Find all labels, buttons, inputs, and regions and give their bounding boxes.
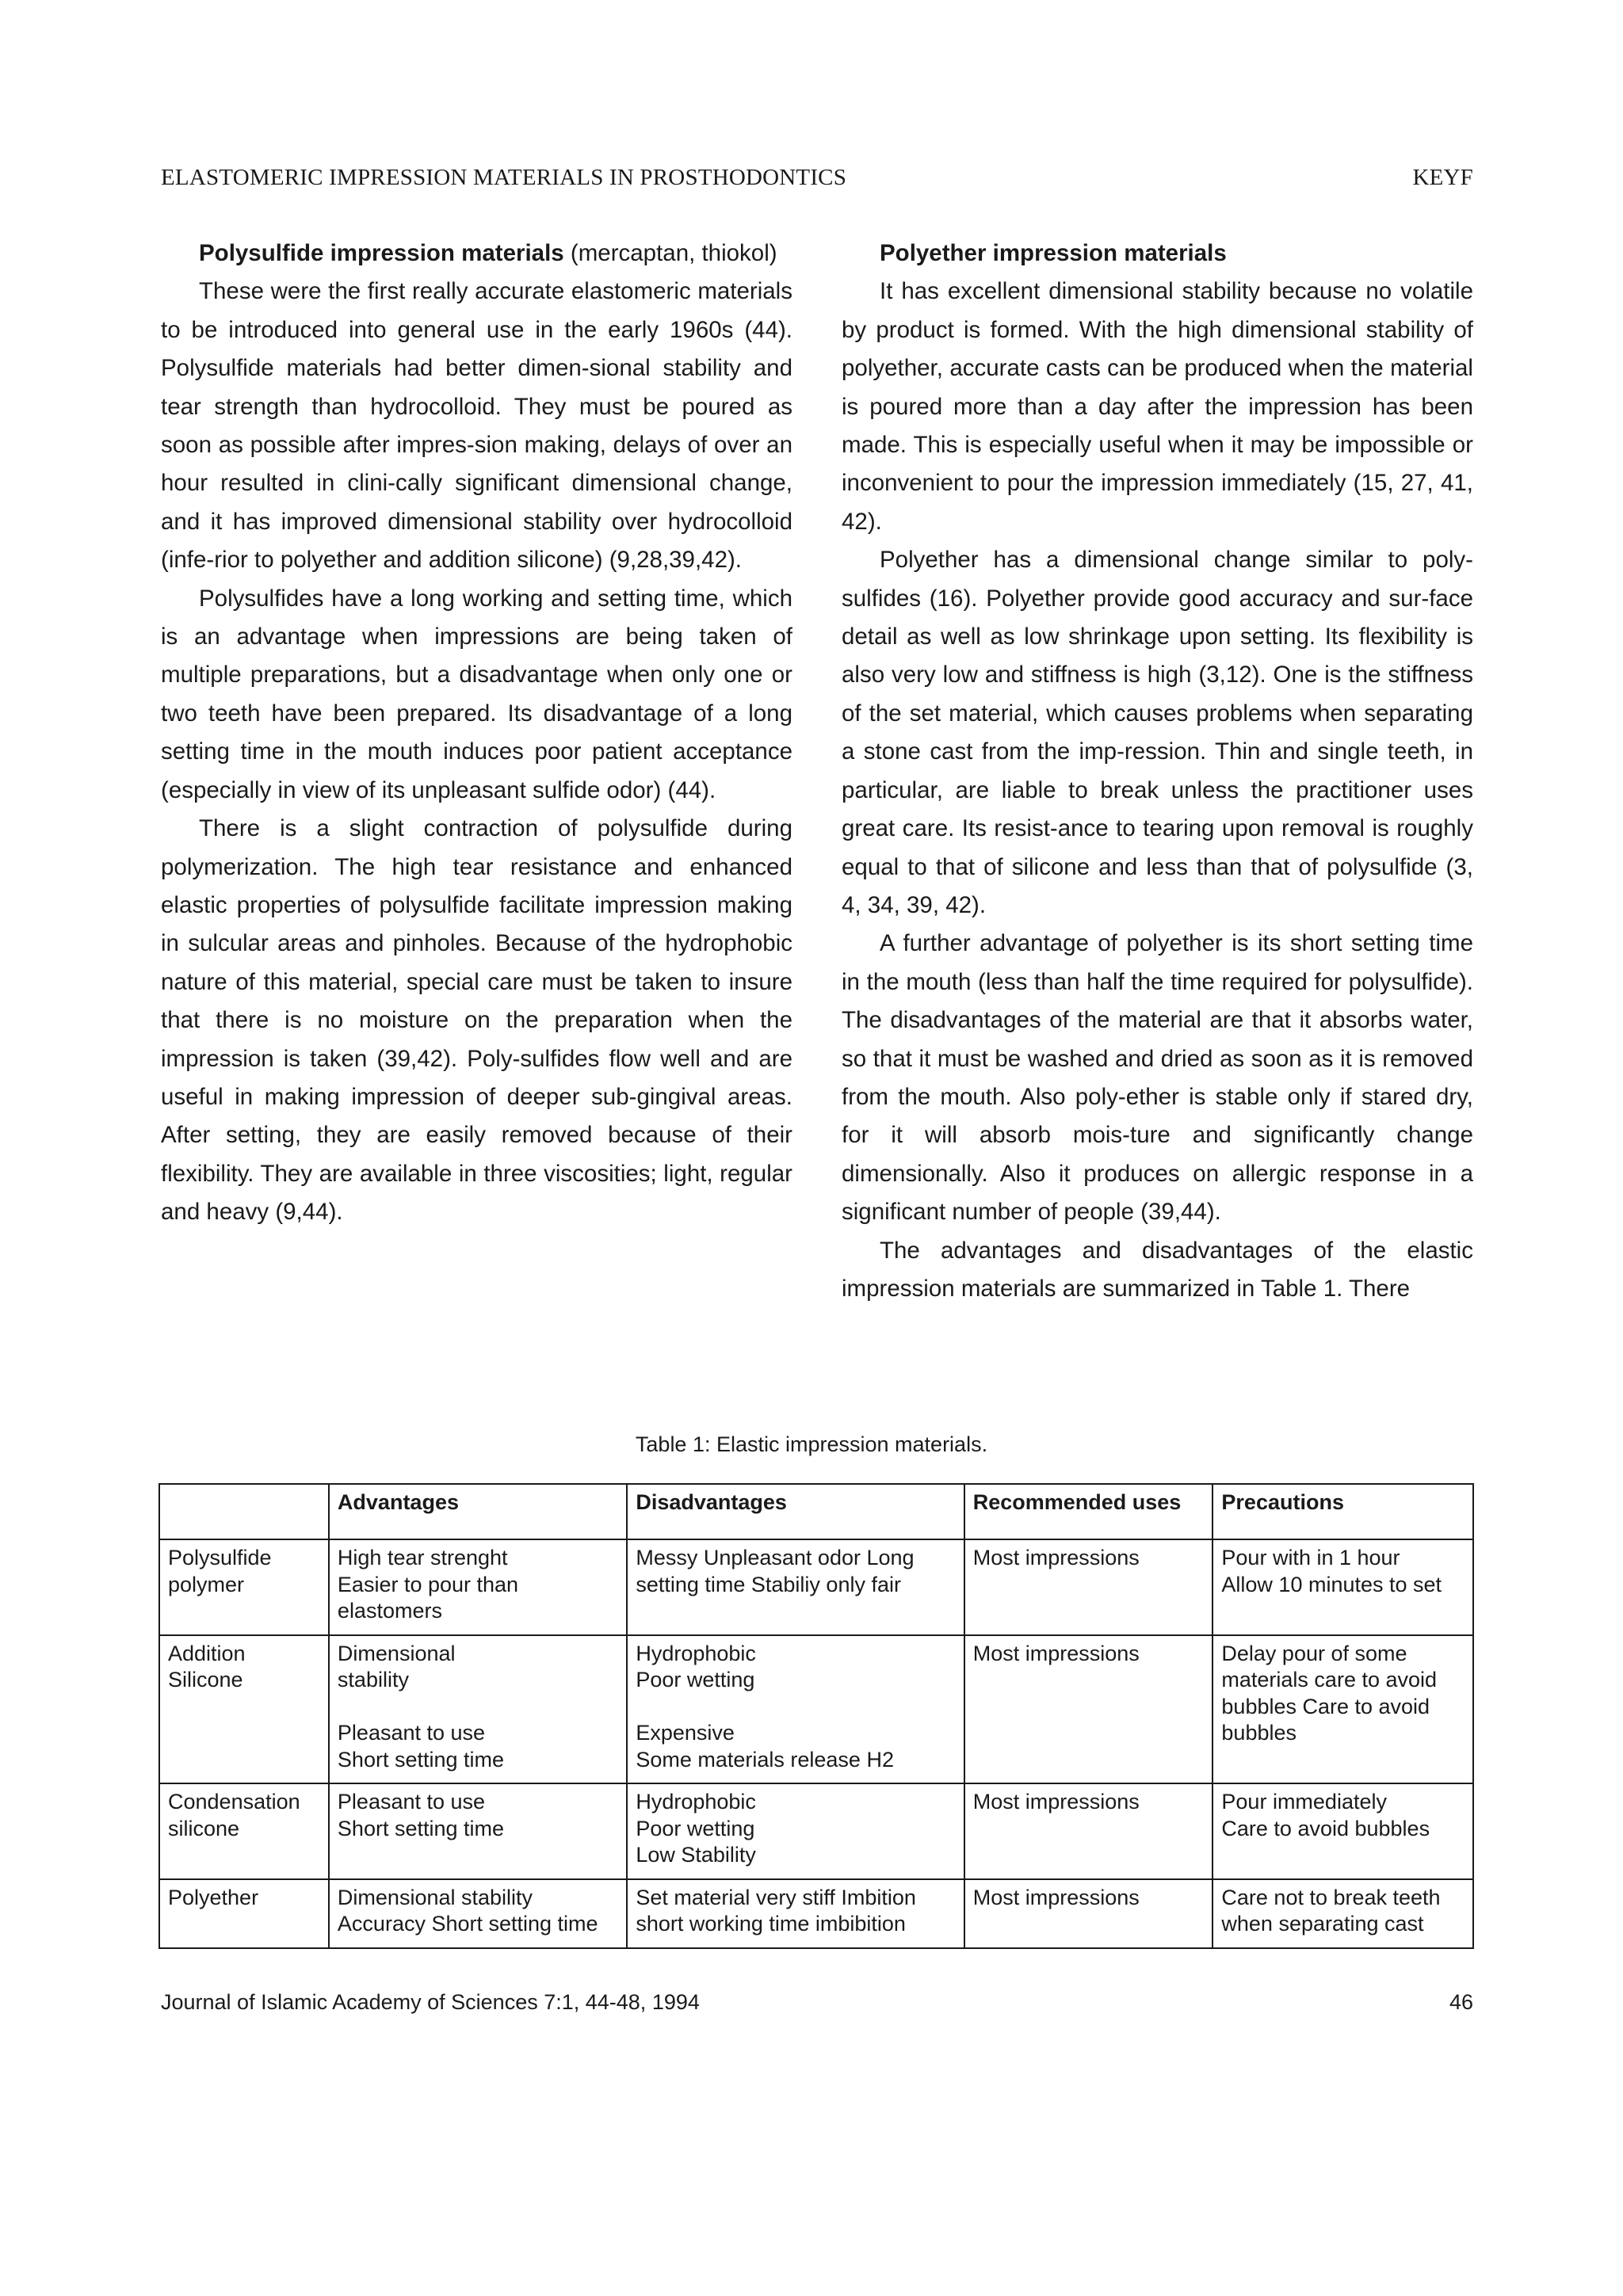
running-head-title: ELASTOMERIC IMPRESSION MATERIALS IN PROSTHODONTICS	[161, 165, 847, 190]
table-header-cell	[159, 1484, 329, 1539]
body-paragraph: The advantages and disadvantages of the elastic impression materials are summarized in Table 1. There	[842, 1237, 1473, 1302]
table-row	[159, 1635, 1473, 1784]
table-cell: Most impressions	[964, 1879, 1213, 1948]
table-header-cell: Precautions	[1212, 1484, 1473, 1539]
polysulfide-heading-suffix: (mercaptan, thiokol)	[563, 240, 777, 266]
table-row	[159, 1539, 1473, 1635]
table-cell: Most impressions	[964, 1783, 1213, 1879]
table-cell: Care not to break teeth when separating cast	[1212, 1879, 1473, 1948]
running-head	[161, 165, 1473, 196]
body-paragraph: Polyether has a dimensional change similar to poly-sulfides (16). Polyether provide good accuracy and sur-face detail as well as low shrinkage upon setting. Its flexibility is also very low and stiffness is high (3,12). One is the stiffness of the set material, which causes problems when separating a stone cast from the imp-ression. Thin and single teeth, in particular, are liable to break unless the practitioner uses great care. Its resist-ance to tearing upon removal is roughly equal to that of silicone and less than that of polysulfide (3, 4, 34, 39, 42).	[842, 547, 1473, 918]
table-cell: Hydrophobic Poor wetting Low Stability	[627, 1783, 964, 1879]
table-caption: Table 1: Elastic impression materials.	[635, 1432, 988, 1456]
table-cell: Dimensional stability Pleasant to use Short setting time	[329, 1635, 627, 1784]
table-header-cell: Recommended uses	[964, 1484, 1213, 1539]
journal-citation: Journal of Islamic Academy of Sciences 7:1, 44-48, 1994	[161, 1990, 700, 2014]
polysulfide-section-heading	[161, 235, 792, 273]
right-column	[842, 235, 1473, 1308]
polysulfide-heading: Polysulfide impression materials	[199, 240, 564, 266]
table-header-cell: Advantages	[329, 1484, 627, 1539]
materials-table	[158, 1483, 1474, 1949]
article-body	[161, 235, 1473, 1387]
page-number: 46	[1449, 1990, 1473, 2014]
table-cell: High tear strenght Easier to pour than elastomers	[329, 1539, 627, 1635]
polyether-heading: Polyether impression materials	[880, 240, 1227, 266]
table-cell: Messy Unpleasant odor Long setting time Stabiliy only fair	[627, 1539, 964, 1635]
body-paragraph: There is a slight contraction of polysulfide during polymerization. The high tear resistance and enhanced elastic properties of polysulfide facilitate impression making in sulcular areas and pinholes. Because of the hydrophobic nature of this material, special care must be taken to insure that there is no moisture on the preparation when the impression is taken (39,42). Poly-sulfides flow well and are useful in making impression of deeper sub-gingival areas. After setting, they are easily removed because of their flexibility. They are available in three viscosities; light, regular and heavy (9,44).	[161, 815, 792, 1226]
body-paragraph: Polysulfides have a long working and setting time, which is an advantage when impressions are being taken of multiple preparations, but a disadvantage when only one or two teeth have been prepared. Its disadvantage of a long setting time in the mouth induces poor patient acceptance (especially in view of its unpleasant sulfide odor) (44).	[161, 585, 792, 803]
body-paragraph: It has excellent dimensional stability because no volatile by product is formed. With the high dimensional stability of polyether, accurate casts can be produced when the material is poured more than a day after the impression has been made. This is especially useful when it may be impossible or inconvenient to pour the impression immediately (15, 27, 41, 42).	[842, 278, 1473, 535]
table-cell: Condensation silicone	[159, 1783, 329, 1879]
table-cell: Polyether	[159, 1879, 329, 1948]
table-header-cell: Disadvantages	[627, 1484, 964, 1539]
table-cell: Dimensional stability Accuracy Short setting time	[329, 1879, 627, 1948]
table-cell: Most impressions	[964, 1539, 1213, 1635]
table-row	[159, 1783, 1473, 1879]
table-cell: Delay pour of some materials care to avoid bubbles Care to avoid bubbles	[1212, 1635, 1473, 1784]
left-column	[161, 235, 792, 1232]
table-cell: Pleasant to use Short setting time	[329, 1783, 627, 1879]
table-row	[159, 1879, 1473, 1948]
body-paragraph: A further advantage of polyether is its short setting time in the mouth (less than half the time required for polysulfide). The disadvantages of the material are that it absorbs water, so that it must be washed and dried as soon as it is removed from the mouth. Also poly-ether is stable only if stared dry, for it will absorb mois-ture and significantly change dimensionally. Also it produces on allergic response in a significant number of people (39,44).	[842, 930, 1473, 1226]
table-cell: Most impressions	[964, 1635, 1213, 1784]
body-paragraph: These were the first really accurate elastomeric materials to be introduced into general use in the early 1960s (44). Polysulfide materials had better dimen-sional stability and tear strength than hydrocolloid. They must be poured as soon as possible after impres-sion making, delays of over an hour resulted in clini-cally significant dimensional change, and it has improved dimensional stability over hydrocolloid (infe-rior to polyether and addition silicone) (9,28,39,42).	[161, 278, 792, 574]
running-head-author: KEYF	[1412, 165, 1473, 190]
table-cell: Hydrophobic Poor wetting Expensive Some materials release H2	[627, 1635, 964, 1784]
table-cell: Pour with in 1 hour Allow 10 minutes to set	[1212, 1539, 1473, 1635]
table-header-row	[159, 1484, 1473, 1539]
page-footer	[161, 1990, 1473, 2022]
table-cell: Addition Silicone	[159, 1635, 329, 1784]
table-cell: Set material very stiff Imbition short working time imbibition	[627, 1879, 964, 1948]
table-cell: Pour immediately Care to avoid bubbles	[1212, 1783, 1473, 1879]
table-cell: Polysulfide polymer	[159, 1539, 329, 1635]
